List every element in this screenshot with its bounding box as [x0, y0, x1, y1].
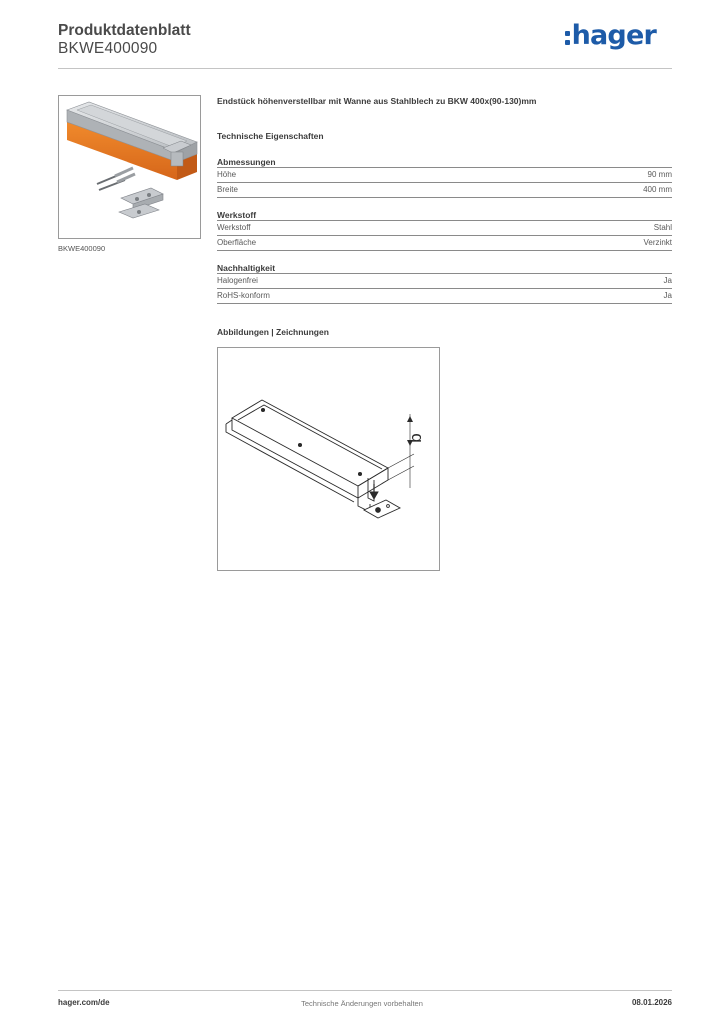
property-value: Stahl — [653, 223, 672, 232]
cable-duct-end-piece-photo — [59, 96, 200, 238]
technical-drawing-svg — [218, 348, 439, 570]
drawings-heading: Abbildungen | Zeichnungen — [217, 327, 329, 337]
dimension-label-b: b — [406, 433, 425, 443]
property-value: 400 mm — [643, 185, 672, 194]
property-group-title: Werkstoff — [217, 209, 672, 221]
property-label: Höhe — [217, 170, 237, 179]
property-label: Werkstoff — [217, 223, 251, 232]
product-details — [217, 96, 672, 337]
property-label: Halogenfrei — [217, 276, 258, 285]
technical-drawing — [217, 347, 440, 571]
product-description: Endstück höhenverstellbar mit Wanne aus Stahlblech zu BKW 400x(90-130)mm — [217, 96, 537, 106]
footer-notice: Technische Änderungen vorbehalten — [301, 999, 423, 1008]
logo-text: hager — [571, 19, 656, 51]
property-value: Ja — [663, 276, 672, 285]
product-number: BKWE400090 — [58, 40, 158, 57]
property-group-dimensions — [217, 156, 672, 198]
property-group-sustainability — [217, 262, 672, 304]
property-group-title: Nachhaltigkeit — [217, 262, 672, 274]
technical-properties-heading: Technische Eigenschaften — [217, 131, 324, 141]
property-label: Breite — [217, 185, 238, 194]
property-value: Ja — [663, 291, 672, 300]
property-group-title: Abmessungen — [217, 156, 672, 168]
footer-website: hager.com/de — [58, 998, 110, 1007]
property-value: 90 mm — [647, 170, 672, 179]
footer-divider — [58, 990, 672, 991]
logo-colon-icon — [565, 31, 570, 45]
page-header — [58, 20, 672, 70]
property-row — [217, 168, 672, 183]
property-label: RoHS-konform — [217, 291, 270, 300]
document-title: Produktdatenblatt — [58, 22, 191, 39]
hager-logo — [565, 20, 656, 50]
property-row — [217, 183, 672, 198]
footer-date: 08.01.2026 — [631, 998, 672, 1007]
property-row — [217, 289, 672, 304]
property-row — [217, 274, 672, 289]
photo-caption: BKWE400090 — [58, 244, 106, 253]
property-value: Verzinkt — [643, 238, 672, 247]
property-row — [217, 236, 672, 251]
property-label: Oberfläche — [217, 238, 257, 247]
product-photo — [58, 95, 201, 239]
property-group-material — [217, 209, 672, 251]
header-divider — [58, 68, 672, 69]
property-row — [217, 221, 672, 236]
